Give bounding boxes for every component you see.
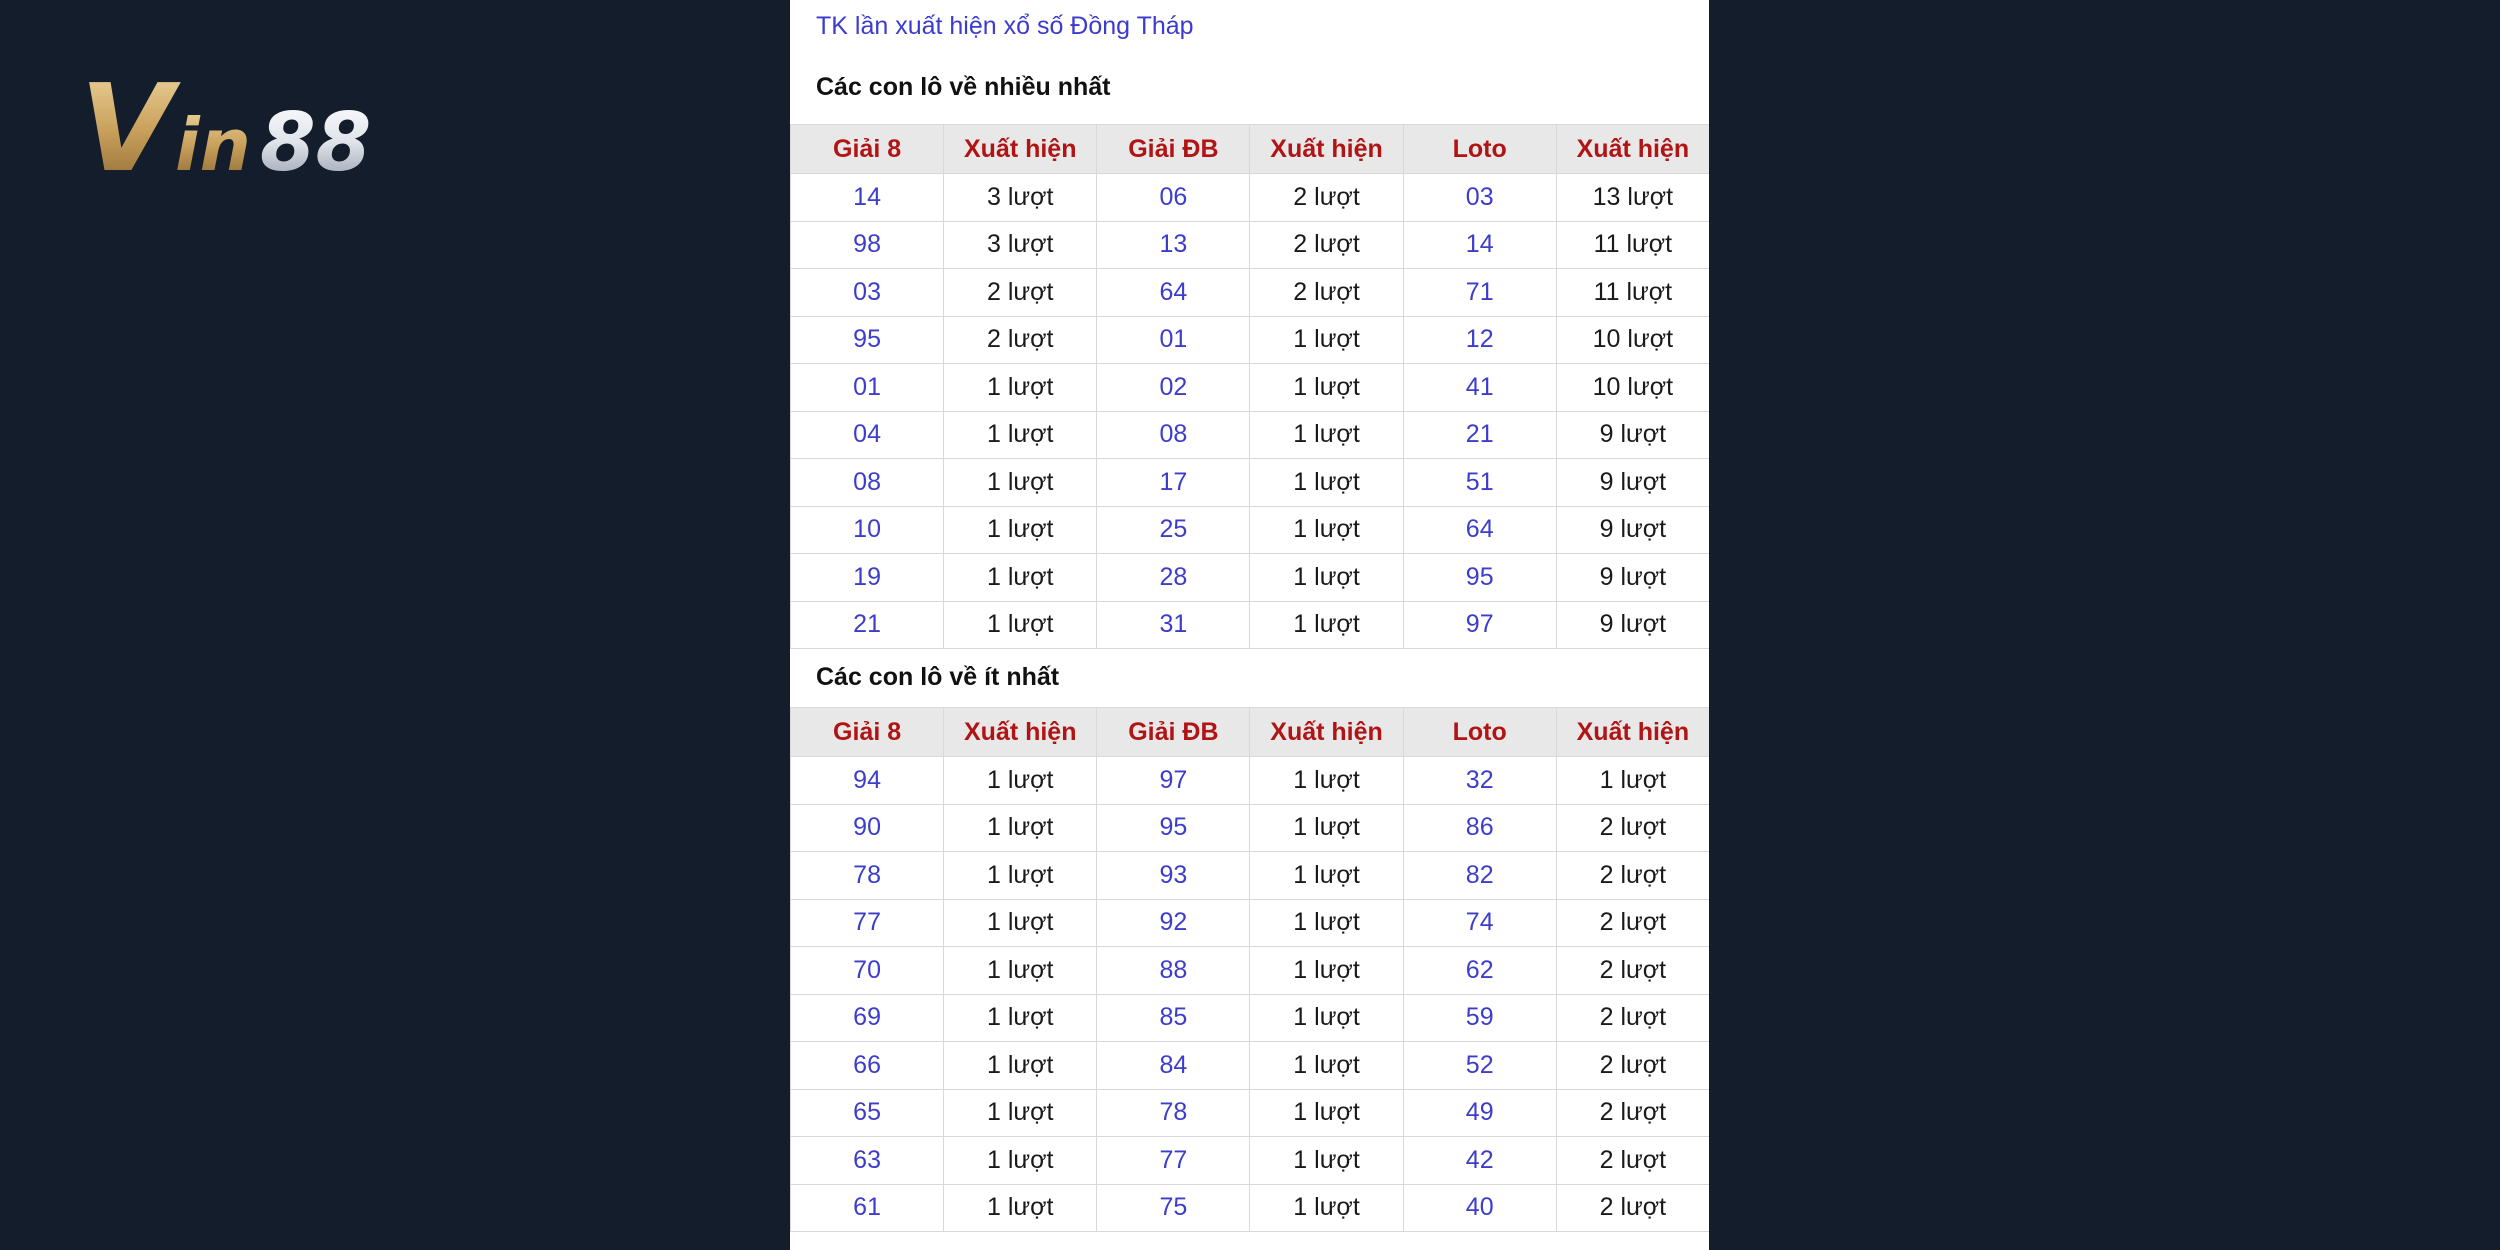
vin88-logo [80,60,450,190]
table-row [791,601,1710,649]
giai-db-count: 1 lượt [1250,947,1403,995]
table-row [791,757,1710,805]
giai-8-number: 98 [791,221,944,269]
loto-number: 49 [1403,1089,1556,1137]
loto-count: 2 lượt [1556,947,1709,995]
giai-db-count: 1 lượt [1250,994,1403,1042]
giai-db-count: 1 lượt [1250,601,1403,649]
table-row [791,1042,1710,1090]
giai-8-number: 03 [791,269,944,317]
giai-db-number: 93 [1097,852,1250,900]
header-xuat-hien-2: Xuất hiện [1250,125,1403,174]
loto-number: 74 [1403,899,1556,947]
loto-count: 2 lượt [1556,1089,1709,1137]
giai-db-count: 1 lượt [1250,554,1403,602]
giai-db-number: 13 [1097,221,1250,269]
giai-8-count: 1 lượt [944,364,1097,412]
giai-db-count: 2 lượt [1250,221,1403,269]
giai-db-number: 17 [1097,459,1250,507]
giai-8-count: 1 lượt [944,1089,1097,1137]
loto-count: 13 lượt [1556,174,1709,222]
table-row [791,1184,1710,1232]
table-row [791,459,1710,507]
giai-8-number: 77 [791,899,944,947]
logo-letter-v: V [80,60,173,190]
stats-title-link[interactable]: TK lần xuất hiện xổ số Đồng Tháp [816,12,1194,40]
loto-number: 12 [1403,316,1556,364]
giai-8-count: 1 lượt [944,459,1097,507]
header-xuat-hien-1: Xuất hiện [944,125,1097,174]
giai-8-number: 04 [791,411,944,459]
loto-number: 95 [1403,554,1556,602]
giai-db-number: 08 [1097,411,1250,459]
giai-db-number: 85 [1097,994,1250,1042]
giai-db-count: 1 lượt [1250,364,1403,412]
giai-db-count: 1 lượt [1250,506,1403,554]
loto-number: 40 [1403,1184,1556,1232]
giai-db-count: 1 lượt [1250,1137,1403,1185]
giai-db-count: 1 lượt [1250,459,1403,507]
table-row [791,899,1710,947]
giai-8-count: 1 lượt [944,1184,1097,1232]
giai-db-count: 1 lượt [1250,899,1403,947]
giai-8-number: 01 [791,364,944,412]
loto-number: 42 [1403,1137,1556,1185]
giai-db-count: 1 lượt [1250,1089,1403,1137]
giai-8-number: 14 [791,174,944,222]
logo-digits-88: 88 [260,96,372,189]
giai-db-count: 1 lượt [1250,316,1403,364]
table-row [791,316,1710,364]
giai-db-number: 06 [1097,174,1250,222]
loto-number: 64 [1403,506,1556,554]
giai-db-count: 2 lượt [1250,269,1403,317]
giai-db-number: 92 [1097,899,1250,947]
table-header-row [791,125,1710,174]
giai-8-count: 3 lượt [944,174,1097,222]
giai-8-number: 63 [791,1137,944,1185]
giai-8-count: 1 lượt [944,411,1097,459]
giai-db-count: 1 lượt [1250,1042,1403,1090]
table-row [791,506,1710,554]
giai-8-count: 3 lượt [944,221,1097,269]
giai-8-number: 69 [791,994,944,1042]
loto-number: 86 [1403,804,1556,852]
giai-8-number: 65 [791,1089,944,1137]
giai-8-number: 70 [791,947,944,995]
giai-db-count: 1 lượt [1250,411,1403,459]
loto-number: 71 [1403,269,1556,317]
giai-8-count: 2 lượt [944,316,1097,364]
giai-db-number: 95 [1097,804,1250,852]
giai-8-number: 61 [791,1184,944,1232]
giai-8-count: 2 lượt [944,269,1097,317]
logo-letters-in: in [175,103,251,187]
giai-db-count: 1 lượt [1250,852,1403,900]
giai-8-number: 66 [791,1042,944,1090]
loto-count: 1 lượt [1556,757,1709,805]
giai-db-number: 25 [1097,506,1250,554]
loto-number: 62 [1403,947,1556,995]
loto-count: 2 lượt [1556,1137,1709,1185]
header-loto: Loto [1403,708,1556,757]
table-row [791,1089,1710,1137]
loto-count: 2 lượt [1556,1184,1709,1232]
header-xuat-hien-3: Xuất hiện [1556,125,1709,174]
table-row [791,554,1710,602]
header-xuat-hien-2: Xuất hiện [1250,708,1403,757]
header-giai-db: Giải ĐB [1097,125,1250,174]
giai-8-count: 1 lượt [944,947,1097,995]
giai-8-count: 1 lượt [944,757,1097,805]
loto-number: 41 [1403,364,1556,412]
table-row [791,174,1710,222]
giai-8-count: 1 lượt [944,899,1097,947]
table-row [791,1137,1710,1185]
loto-number: 21 [1403,411,1556,459]
giai-8-count: 1 lượt [944,1042,1097,1090]
loto-count: 2 lượt [1556,852,1709,900]
most-frequent-heading: Các con lô về nhiều nhất [816,73,1111,101]
giai-8-count: 1 lượt [944,994,1097,1042]
header-giai-8: Giải 8 [791,125,944,174]
table-row [791,364,1710,412]
least-frequent-table [790,707,1709,1232]
loto-number: 82 [1403,852,1556,900]
header-xuat-hien-1: Xuất hiện [944,708,1097,757]
giai-8-number: 19 [791,554,944,602]
loto-count: 10 lượt [1556,364,1709,412]
loto-count: 10 lượt [1556,316,1709,364]
giai-8-number: 08 [791,459,944,507]
giai-db-count: 2 lượt [1250,174,1403,222]
header-xuat-hien-3: Xuất hiện [1556,708,1709,757]
vin88-logo-graphic [80,60,450,190]
loto-count: 9 lượt [1556,506,1709,554]
giai-db-number: 64 [1097,269,1250,317]
loto-count: 11 lượt [1556,221,1709,269]
giai-8-count: 1 lượt [944,804,1097,852]
loto-count: 9 lượt [1556,554,1709,602]
loto-number: 52 [1403,1042,1556,1090]
giai-db-number: 31 [1097,601,1250,649]
least-frequent-heading: Các con lô về ít nhất [816,663,1060,691]
giai-db-count: 1 lượt [1250,757,1403,805]
table-row [791,221,1710,269]
giai-db-number: 88 [1097,947,1250,995]
loto-count: 11 lượt [1556,269,1709,317]
header-loto: Loto [1403,125,1556,174]
giai-db-number: 01 [1097,316,1250,364]
table-row [791,804,1710,852]
header-giai-8: Giải 8 [791,708,944,757]
loto-number: 14 [1403,221,1556,269]
table-row [791,852,1710,900]
giai-8-count: 1 lượt [944,1137,1097,1185]
giai-8-number: 10 [791,506,944,554]
lottery-stats-panel [790,0,1709,1250]
loto-number: 59 [1403,994,1556,1042]
giai-8-count: 1 lượt [944,554,1097,602]
giai-8-number: 78 [791,852,944,900]
giai-db-number: 77 [1097,1137,1250,1185]
table-row [791,269,1710,317]
table-row [791,994,1710,1042]
giai-8-number: 95 [791,316,944,364]
loto-count: 2 lượt [1556,899,1709,947]
header-giai-db: Giải ĐB [1097,708,1250,757]
giai-8-count: 1 lượt [944,506,1097,554]
table-header-row [791,708,1710,757]
loto-number: 97 [1403,601,1556,649]
giai-db-number: 84 [1097,1042,1250,1090]
loto-count: 9 lượt [1556,459,1709,507]
loto-count: 9 lượt [1556,601,1709,649]
loto-count: 2 lượt [1556,1042,1709,1090]
table-row [791,947,1710,995]
giai-8-count: 1 lượt [944,852,1097,900]
giai-db-number: 28 [1097,554,1250,602]
giai-db-number: 97 [1097,757,1250,805]
loto-count: 2 lượt [1556,994,1709,1042]
giai-8-number: 94 [791,757,944,805]
loto-number: 51 [1403,459,1556,507]
giai-db-number: 78 [1097,1089,1250,1137]
giai-db-count: 1 lượt [1250,804,1403,852]
table-row [791,411,1710,459]
giai-8-number: 21 [791,601,944,649]
giai-8-count: 1 lượt [944,601,1097,649]
giai-db-number: 02 [1097,364,1250,412]
loto-count: 2 lượt [1556,804,1709,852]
loto-number: 32 [1403,757,1556,805]
loto-number: 03 [1403,174,1556,222]
loto-count: 9 lượt [1556,411,1709,459]
giai-db-count: 1 lượt [1250,1184,1403,1232]
giai-db-number: 75 [1097,1184,1250,1232]
giai-8-number: 90 [791,804,944,852]
most-frequent-table [790,124,1709,649]
